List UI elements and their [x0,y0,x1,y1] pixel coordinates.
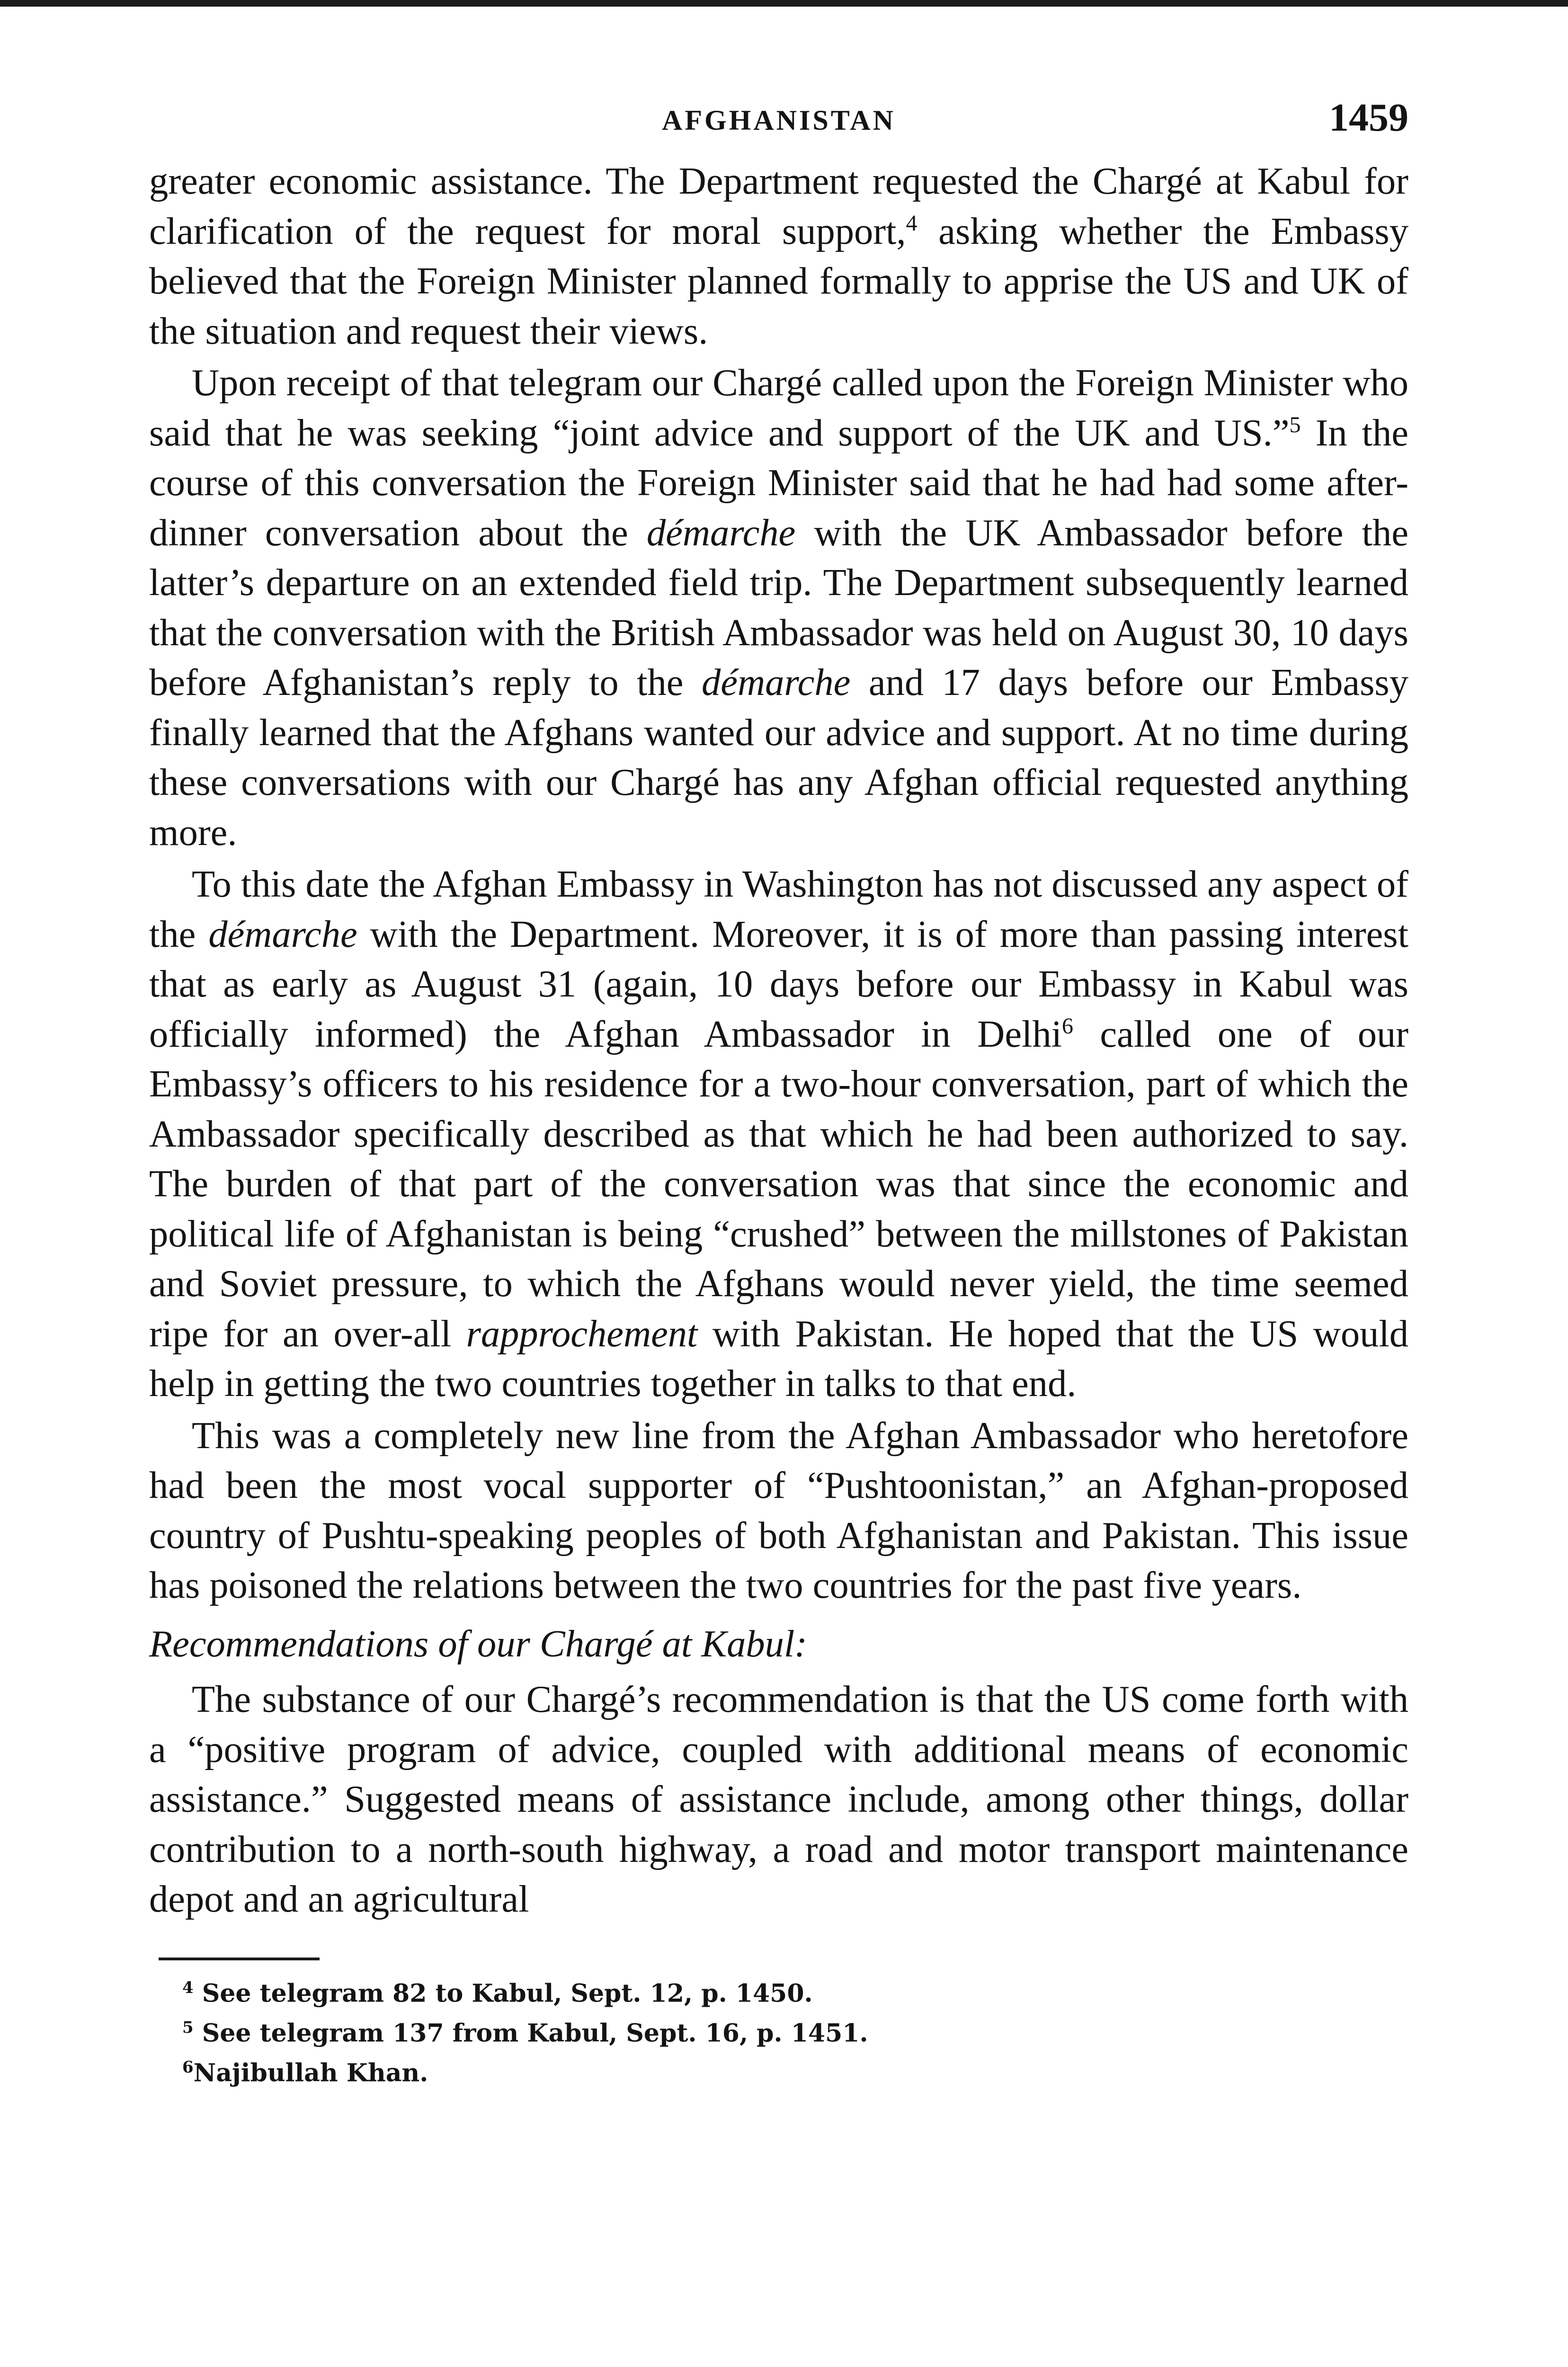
paragraph-1: greater economic assistance. The Department requested the Chargé at Kabul for clarification of the request for moral support,$^4$ asking whether the Embassy believed that the Foreign Minister planned formally to apprise the US and UK of the situation and request their views. [149,160,1408,352]
paragraph-3: To this date the Afghan Embassy in Washington has not discussed any aspect of the démarche with the Department. Moreover, it is of more than passing interest that as early as August 31 (again, 10 days before our Embassy in Kabul was officially informed) the Afghan Ambassador in Delhi$^6$ called one of our Embassy’s officers to his residence for a two-hour conversation, part of which the Ambassador specifically described as that which he had been authorized to say. The burden of that part of the conversation was that since the economic and political life of Afghanistan is being “crushed” between the millstones of Pakistan and Soviet pressure, to which the Afghans would never yield, the time seemed ripe for an over-all rapprochement with Pakistan. He hoped that the US would help in getting the two countries together in talks to that end. [149,863,1408,1405]
running-head: AFGHANISTAN [662,105,896,136]
footnote-6: $^6$Najibullah Khan. [182,2058,428,2088]
document-page [149,85,1408,2090]
italic-term: démarche [646,511,796,554]
footnote-ref-6: 6 [1062,1013,1074,1039]
top-border-rule [0,0,1568,7]
italic-term: démarche [701,661,851,703]
italic-term: rapprochement [466,1312,698,1355]
footnote-5: $^5$ See telegram 137 from Kabul, Sept. 16, p. 1451. [182,2018,868,2048]
footnote-ref-4: 4 [906,210,918,236]
italic-term: démarche [208,913,357,955]
paragraph-5: The substance of our Chargé’s recommendation is that the US come forth with a “positive program of advice, coupled with additional means of economic assistance.” Suggested means of assistance include, among other things, dollar contribution to a north-south highway, a road and motor transport maintenance depot and an agricultural [149,1678,1408,1920]
page-header [149,85,1408,156]
page-number: 1459 [1329,96,1408,140]
paragraph-2: Upon receipt of that telegram our Chargé called upon the Foreign Minister who said that he was seeking “joint advice and support of the UK and US.”$^5$ In the course of this conversation the Foreign Minister said that he had had some after-dinner conversation about the démarche with the UK Ambassador before the latter’s departure on an extended field trip. The Department subsequently learned that the conversation with the British Ambassador was held on August 30, 10 days before Afghanistan’s reply to the démarche and 17 days before our Embassy finally learned that the Afghans wanted our advice and support. At no time during these conversations with our Chargé has any Afghan official requested anything more. [149,362,1409,854]
section-subheading: Recommendations of our Chargé at Kabul: [149,1622,808,1665]
footnote-4: $^4$ See telegram 82 to Kabul, Sept. 12, p. 1450. [182,1978,813,2008]
footnote-divider [159,1958,320,1960]
footnote-ref-5: 5 [1289,412,1301,437]
paragraph-4: This was a completely new line from the Afghan Ambassador who heretofore had been the most vocal supporter of “Pushtoonistan,” an Afghan-proposed country of Pushtu-speaking peoples of both Afghanistan and Pakistan. This issue has poisoned the relations between the two countries for the past five years. [149,1414,1408,1606]
